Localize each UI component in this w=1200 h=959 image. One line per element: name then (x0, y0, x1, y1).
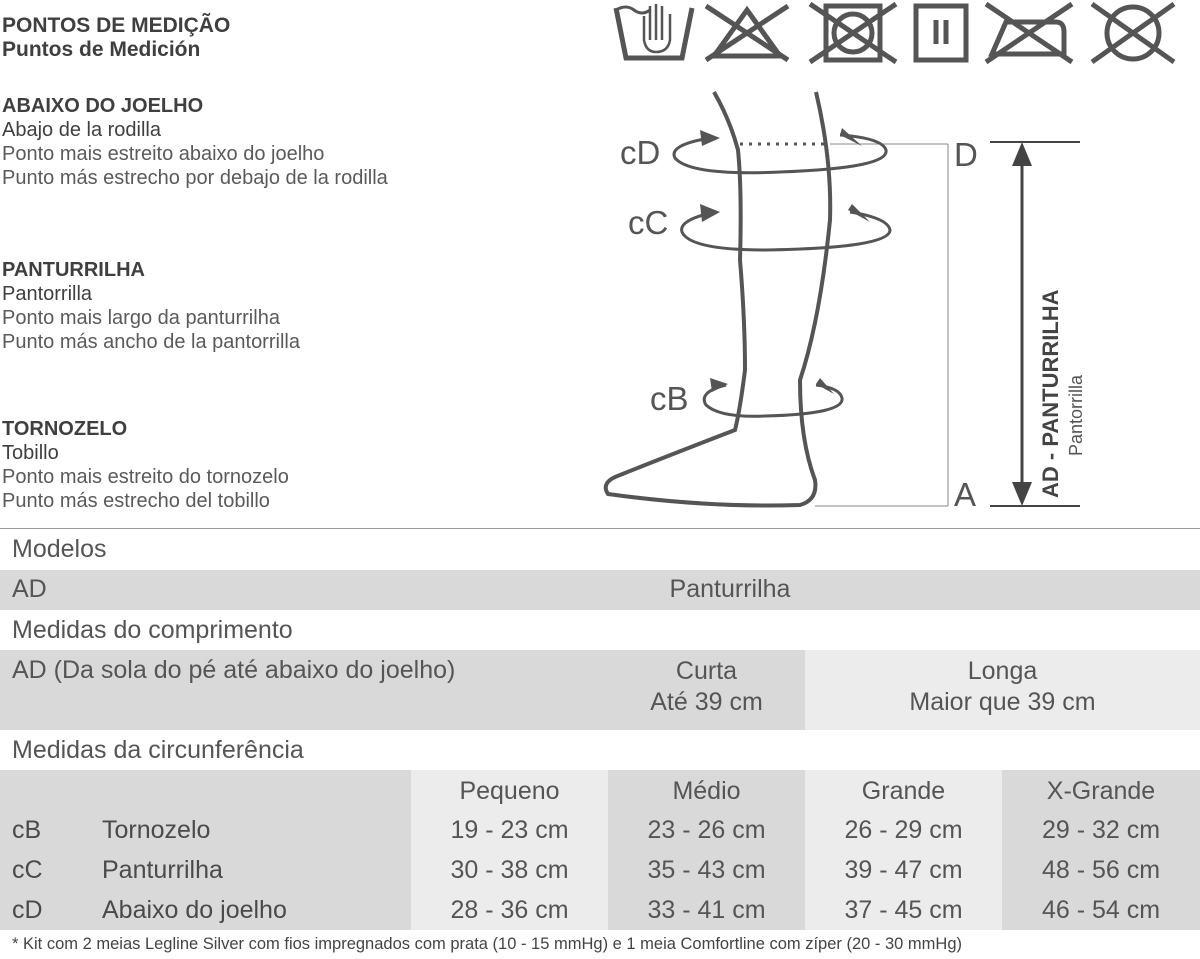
label-cc: cC (628, 204, 669, 241)
row-code: cC (12, 856, 43, 884)
no-dry-clean-icon (1086, 0, 1180, 66)
point-desc-pt: Ponto mais estreito abaixo do joelho (2, 143, 325, 165)
table-cell: 19 - 23 cm (450, 816, 569, 844)
size-header: X-Grande (1046, 777, 1156, 805)
point-subtitle: Pantorrilla (2, 283, 93, 305)
table-divider (0, 528, 1200, 529)
page-subtitle: Puntos de Medición (2, 38, 201, 61)
table-cell: 48 - 56 cm (1041, 856, 1161, 884)
size-header: Médio (672, 777, 741, 805)
model-name: Panturrilha (669, 575, 791, 603)
long-label: Longa (967, 657, 1038, 685)
point-desc-es: Punto más ancho de la pantorrilla (2, 331, 300, 353)
no-tumble-dry-icon (806, 0, 900, 66)
measurement-point-calf (2, 258, 300, 354)
table-cell: 35 - 43 cm (647, 856, 766, 884)
long-value: Maior que 39 cm (909, 688, 1096, 716)
circumference-table (0, 770, 1200, 930)
table-cell: 46 - 54 cm (1041, 896, 1161, 924)
cc-measure-arrow (682, 212, 890, 250)
footnote: * Kit com 2 meias Legline Silver com fios impregnados com prata (10 - 15 mmHg) e 1 meia Comfortline com zíper (20 - 30 mmHg) (12, 935, 963, 953)
model-row (0, 570, 1200, 610)
cb-measure-arrow (704, 385, 842, 416)
label-a: A (954, 476, 977, 513)
row-name: Tornozelo (102, 816, 211, 844)
point-title: TORNOZELO (2, 418, 128, 440)
point-desc-pt: Ponto mais largo da panturrilha (2, 307, 280, 329)
models-heading: Modelos (12, 535, 107, 563)
length-heading: Medidas do comprimento (12, 616, 293, 644)
label-cd: cD (620, 134, 661, 171)
table-cell: 30 - 38 cm (450, 856, 569, 884)
hand-wash-icon (612, 0, 696, 66)
table-cell: 23 - 26 cm (647, 816, 766, 844)
line-dry-icon (912, 0, 970, 66)
point-subtitle: Abajo de la rodilla (2, 119, 161, 141)
point-desc-pt: Ponto mais estreito do tornozelo (2, 466, 289, 488)
no-bleach-icon (700, 0, 794, 66)
leg-diagram (590, 80, 1100, 520)
table-cell: 37 - 45 cm (844, 896, 963, 924)
short-label: Curta (675, 657, 738, 685)
length-row (0, 650, 1200, 730)
point-subtitle: Tobillo (2, 442, 59, 464)
table-cell: 28 - 36 cm (450, 896, 569, 924)
row-code: cD (12, 896, 43, 924)
measurement-point-knee (2, 94, 388, 190)
label-cb: cB (650, 380, 689, 417)
page-title: PONTOS DE MEDIÇÃO (2, 14, 231, 37)
measurement-point-ankle (2, 417, 289, 513)
size-header: Grande (861, 777, 946, 805)
row-name: Panturrilha (102, 856, 223, 884)
label-d: D (954, 136, 978, 173)
row-code: cB (12, 816, 42, 844)
point-desc-es: Punto más estrecho del tobillo (2, 490, 270, 512)
point-title: ABAIXO DO JOELHO (2, 95, 204, 117)
point-title: PANTURRILHA (2, 259, 145, 281)
no-iron-icon (980, 0, 1076, 66)
table-cell: 39 - 47 cm (844, 856, 963, 884)
length-desc: AD (Da sola do pé até abaixo do joelho) (12, 656, 456, 684)
point-desc-es: Punto más estrecho por debajo de la rodilla (2, 167, 388, 189)
table-cell: 29 - 32 cm (1041, 816, 1161, 844)
size-header: Pequeno (459, 777, 560, 805)
vertical-label: AD - PANTURRILHA (1038, 289, 1063, 498)
row-name: Abaixo do joelho (102, 896, 287, 924)
table-cell: 33 - 41 cm (647, 896, 766, 924)
model-code: AD (12, 575, 47, 603)
short-value: Até 39 cm (650, 688, 763, 716)
vertical-sublabel: Pantorrilla (1066, 374, 1086, 456)
circ-heading: Medidas da circunferência (12, 736, 304, 764)
table-cell: 26 - 29 cm (844, 816, 963, 844)
